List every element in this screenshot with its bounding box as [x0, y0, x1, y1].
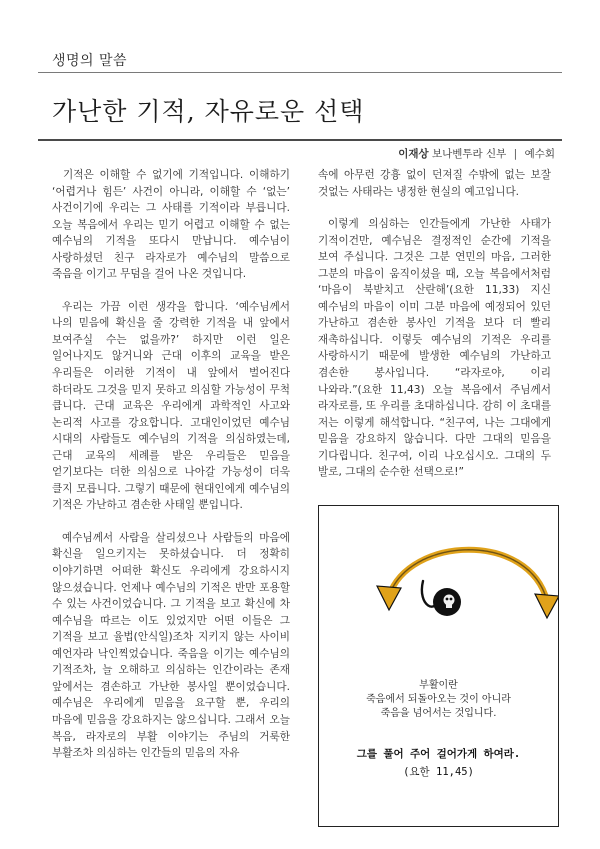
- paragraph: 기적은 이해할 수 없기에 기적입니다. 이해하기 ‘어렵거나 힘든’ 사건이 아니라, 이해할 수 ‘없는’ 사건이기에 우리는 그 사태를 기적이라 부릅니다. 오늘 복음에서 우리는 믿기 어렵고 이해할 수 없는 예수님의 기적을 또다시 만납니다. 예수님이 사랑하셨던 친구 라자로가 예수님의 말씀으로 죽음을 이기고 무덤을 걸어 나온 것입니다.: [52, 169, 290, 281]
- byline: [398, 146, 555, 161]
- author-org: 예수회: [524, 148, 555, 160]
- paragraph: 예수님께서 사람을 살리셨으나 사람들의 마음에 확신을 일으키지는 못하셨습니다. 더 정확히 이야기하면 어떠한 확신도 우리에게 강요하시지 않으셨습니다. 언제나 예수님의 기적은 반만 포용할 수 있는 사건이었습니다. 그 기적을 보고 확신에 차 예수님을 따르는 이도 있었지만 어떤 이들은 그 기적을 보고 율법(안식일)조차 지키지 않는 사이비 예언자라 낙인찍었습니다. 죽음을 이기는 예수님의 기적조차, 늘 오해하고 의심하는 인간이라는 존재 앞에서는 겸손하고 가난한 봉사일 뿐이었습니다. 예수님은 우리에게 믿음을 요구할 뿐, 우리의 마음에 믿음을 강요하지는 않으십니다. 그래서 오늘 복음, 라자로의 부활 이야기는 주님의 거룩한 부활조차 의심하는 인간들의 믿음의 자유: [52, 531, 290, 760]
- illustration-box: [318, 505, 559, 827]
- caption-line: 죽음을 넘어서는 것입니다.: [380, 708, 497, 719]
- arrow-head-icon: [535, 594, 558, 618]
- skull-icon: [444, 595, 455, 606]
- caption-line: 죽음에서 되돌아오는 것이 아니라: [366, 694, 511, 705]
- paragraph: 속에 아무런 강흉 없이 던져질 수밖에 없는 보잘 것없는 사태라는 냉정한 현실의 예고입니다.: [318, 169, 551, 198]
- paragraph: 우리는 가끔 이런 생각을 합니다. ‘예수님께서 나의 믿음에 확신을 줄 강력한 기적을 내 앞에서 보여주실 수는 없을까?’ 하지만 이런 일은 일어나지도 않거니와 근대 이후의 교육을 받은 우리들은 이러한 기적이 내 앞에서 벌어진다 하더라도 그것을 믿지 못하고 의심할 가능성이 무척 큽니다. 근대 교육은 우리에게 과학적인 사고와 논리적 사고를 강요합니다. 고대인이었던 예수님 시대의 사람들도 예수님의 기적을 의심하였는데, 근대 교육의 세례를 받은 우리들은 믿음을 얻기보다는 더한 의심으로 나아갈 가능성이 더욱 클지 모릅니다. 그렇기 때문에 현대인에게 예수님의 기적은 가난하고 겸손한 사태일 뿐입니다.: [52, 300, 290, 512]
- left-column: [52, 167, 290, 762]
- caption-line: 부활이란: [419, 680, 458, 691]
- handwritten-reference: (요한 11,45): [403, 766, 474, 778]
- right-column: [318, 167, 551, 481]
- byline-separator: |: [513, 148, 518, 160]
- author-name: 이재상: [398, 148, 429, 160]
- section-label: 생명의 말씀: [52, 53, 128, 69]
- arrow-arc-outline: [389, 550, 547, 601]
- title-divider: [38, 139, 562, 141]
- page-title: 가난한 기적, 자유로운 선택: [52, 97, 365, 126]
- author-role: 보나벤투라 신부: [431, 148, 507, 160]
- skull-jaw: [446, 604, 452, 608]
- paragraph: 이렇게 의심하는 인간들에게 가난한 사태가 기적이건만, 예수님은 결정적인 순간에 기적을 보여 주십니다. 그것은 그분 연민의 마음, 그러한 그분의 마음이 움직이셨을 때, 오늘 복음에서처럼 ‘마음이 북받치고 산란해’(요한 11,33) 지신 예수님의 마음이 이미 그분 마음에 예정되어 있던 가난하고 겸손한 봉사인 기적을 보다 더 빨리 재촉하십니다. 이렇듯 예수님의 기적은 우리를 사랑하시기 때문에 발생한 예수님의 가난하고 겸손한 봉사입니다. “라자로야, 이리 나와라.”(요한 11,43) 오늘 복음에서 주님께서 라자로를, 또 우리를 초대하십니다. 감히 이 초대를 저는 이렇게 해석합니다. “친구여, 나는 그대에게 믿음을 강요하지 않습니다. 다만 그대의 믿음을 기다립니다. 친구여, 이리 나오십시오. 그대의 두 발로, 그대의 순수한 선택으로!”: [318, 218, 551, 479]
- arrow-arc: [389, 550, 547, 601]
- arrow-head-icon: [377, 586, 401, 610]
- handwritten-quote: 그를 풀어 주어 걸어가게 하여라.: [356, 748, 521, 760]
- header-divider: [38, 72, 562, 73]
